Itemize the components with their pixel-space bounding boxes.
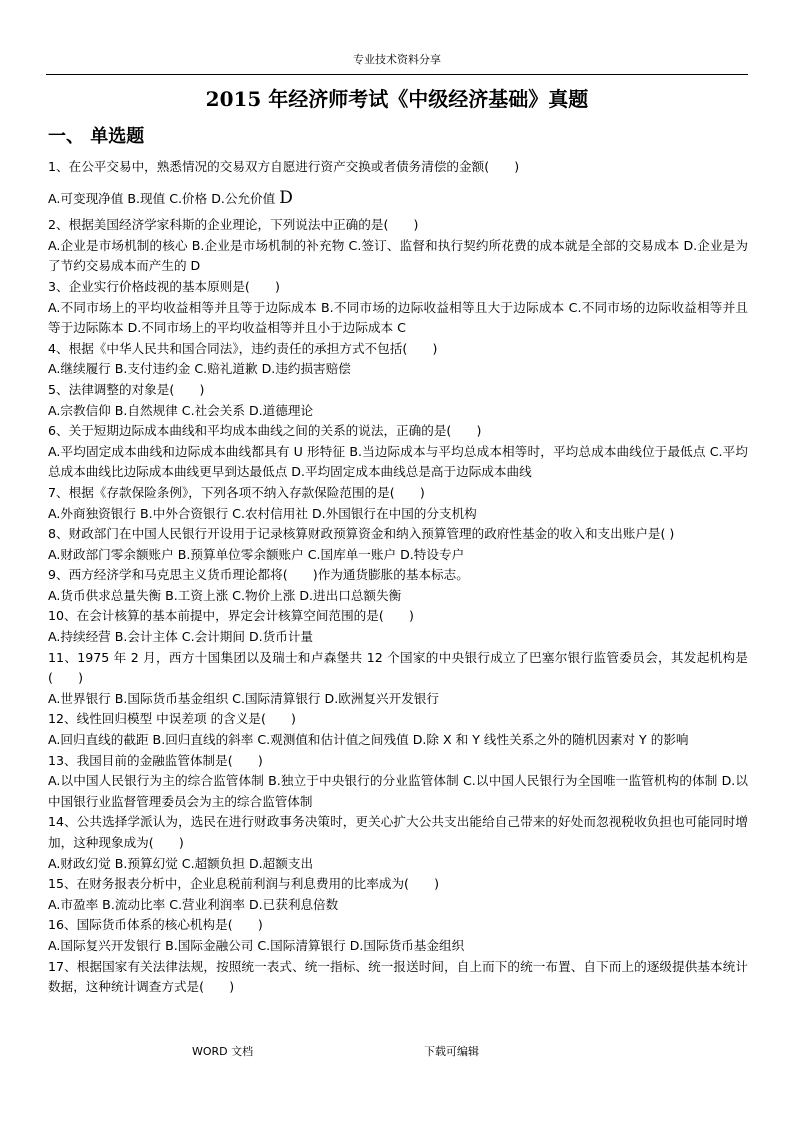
options-text: A.可变现净值 B.现值 C.价格 D.公允价值: [48, 190, 280, 206]
question-text: 2、根据美国经济学家科斯的企业理论，下列说法中正确的是( ): [48, 217, 419, 233]
question-list: [48, 157, 748, 998]
question-text: 14、公共选择学派认为，选民在进行财政事务决策时，更关心扩大公共支出能给自己带来的好处而忽视税收负担也可能同时增加，这种现象成为( ): [48, 814, 748, 850]
question-text: 12、线性回归模型 中误差项 的含义是( ): [48, 711, 296, 727]
header-text: 专业技术资料分享: [353, 53, 441, 66]
question-options: A.回归直线的截距 B.回归直线的斜率 C.观测值和估计值之间残值 D.除 X 和 Y 线性关系之外的随机因素对 Y 的影响: [48, 732, 689, 748]
question-options: [48, 188, 748, 210]
question-text: 15、在财务报表分析中，企业息税前利润与利息费用的比率成为( ): [48, 876, 440, 892]
question-options: A.世界银行 B.国际货币基金组织 C.国际清算银行 D.欧洲复兴开发银行: [48, 690, 439, 706]
question-text: 3、企业实行价格歧视的基本原则是( ): [48, 278, 280, 294]
question-text: 11、1975 年 2 月，西方十国集团以及瑞士和卢森堡共 12 个国家的中央银行成立了巴塞尔银行监管委员会，其发起机构是( ): [48, 649, 748, 686]
question-options: A.宗教信仰 B.自然规律 C.社会关系 D.道德理论: [48, 402, 314, 418]
question-options: A.以中国人民银行为主的综合监管体制 B.独立于中央银行的分业监管体制 C.以中国人民银行为全国唯一监管机构的体制 D.以中国银行业监督管理委员会为主的综合监管体制: [48, 773, 748, 809]
question-options: A.市盈率 B.流动比率 C.营业利润率 D.已获利息倍数: [48, 896, 339, 912]
question-text: 7、根据《存款保险条例》，下列各项不纳入存款保险范围的是( ): [48, 484, 425, 500]
question-options: A.不同市场上的平均收益相等并且等于边际成本 B.不同市场的边际收益相等且大于边际成本 C.不同市场的边际收益相等并且等于边际陈本 D.不同市场上的平均收益相等并且小于边际成本 C: [48, 299, 748, 336]
question-options: A.企业是市场机制的核心 B.企业是市场机制的补充物 C.签订、监督和执行契约所花费的成本就是全部的交易成本 D.企业是为了节约交易成本而产生的 D: [48, 237, 748, 274]
footer-right: 下载可编辑: [424, 1045, 479, 1058]
question-text: 10、在会计核算的基本前提中，界定会计核算空间范围的是( ): [48, 608, 414, 624]
document-title: 2015 年经济师考试《中级经济基础》真题: [205, 87, 589, 111]
question-text: 9、西方经济学和马克思主义货币理论都将( )作为通货膨胀的基本标志。: [48, 567, 469, 583]
question-text: 8、财政部门在中国人民银行开设用于记录核算财政预算资金和纳入预算管理的政府性基金的收入和支出账户是( ): [48, 526, 675, 542]
page-header: [46, 52, 748, 75]
question-text: 16、国际货币体系的核心机构是( ): [48, 917, 263, 933]
question-options: A.平均固定成本曲线和边际成本曲线都具有 U 形特征 B.当边际成本与平均总成本相等时，平均总成本曲线位于最低点 C.平均总成本曲线比边际成本曲线更早到达最低点 D.平均固定成本曲线总是高于边际成本曲线: [48, 443, 748, 480]
question-options: A.财政部门零余额账户 B.预算单位零余额账户 C.国库单一账户 D.特设专户: [48, 546, 465, 562]
footer-left: WORD 文档: [192, 1045, 254, 1058]
question-options: A.外商独资银行 B.中外合资银行 C.农村信用社 D.外国银行在中国的分支机构: [48, 505, 477, 521]
question-text: 6、关于短期边际成本曲线和平均成本曲线之间的关系的说法，正确的是( ): [48, 423, 482, 439]
question-text: 5、法律调整的对象是( ): [48, 381, 205, 397]
question-options: A.国际复兴开发银行 B.国际金融公司 C.国际清算银行 D.国际货币基金组织: [48, 937, 465, 953]
question-options: A.持续经营 B.会计主体 C.会计期间 D.货币计量: [48, 629, 314, 645]
question-options: A.财政幻觉 B.预算幻觉 C.超额负担 D.超额支出: [48, 855, 314, 871]
question-text: 17、根据国家有关法律法规，按照统一表式、统一指标、统一报送时间，自上而下的统一布置、自下而上的逐级提供基本统计数据，这种统计调查方式是( ): [48, 958, 748, 995]
question-text: 4、根据《中华人民共和国合同法》，违约责任的承担方式不包括( ): [48, 340, 438, 356]
question-text: 13、我国目前的金融监管体制是( ): [48, 752, 263, 768]
section-heading: 一、 单选题: [48, 126, 145, 147]
question-options: A.继续履行 B.支付违约金 C.赔礼道歉 D.违约损害赔偿: [48, 361, 351, 377]
answer-mark: D: [279, 187, 293, 208]
question-options: A.货币供求总量失衡 B.工资上涨 C.物价上涨 D.进出口总额失衡: [48, 587, 402, 603]
question-text: 1、在公平交易中，熟悉情况的交易双方自愿进行资产交换或者债务清偿的金额( ): [48, 159, 520, 174]
